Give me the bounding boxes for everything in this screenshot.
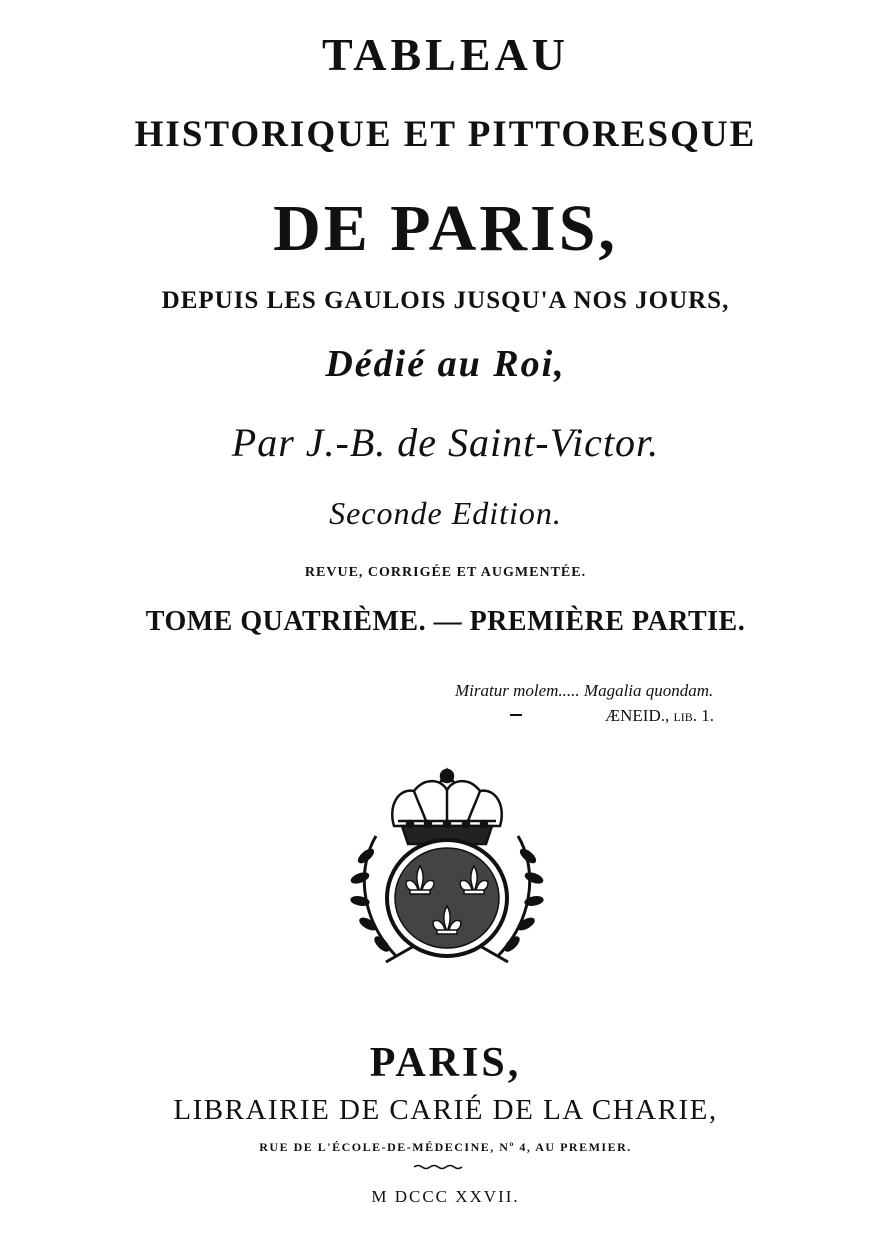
- imprint-publisher: LIBRAIRIE DE CARIÉ DE LA CHARIE,: [173, 1094, 718, 1126]
- revision-line: REVUE, CORRIGÉE ET AUGMENTÉE.: [304, 565, 587, 580]
- imprint-address: RUE DE L'ÉCOLE-DE-MÉDECINE, Nº 4, AU PREMIER.: [259, 1140, 632, 1154]
- imprint-year: M DCCC XXVII.: [371, 1187, 520, 1206]
- title-subtitle: HISTORIQUE ET PITTORESQUE: [134, 114, 757, 155]
- epigraph-source: ÆNEID., lib. 1.: [605, 706, 715, 725]
- royal-coat-of-arms-icon: [336, 766, 558, 976]
- title-city: DE PARIS,: [273, 192, 618, 265]
- imprint-city: PARIS,: [369, 1040, 522, 1086]
- crown-icon: [392, 770, 502, 844]
- divider-ornament: [412, 1164, 466, 1170]
- epigraph-quote: Miratur molem..... Magalia quondam.: [455, 681, 714, 700]
- shield-icon: [387, 840, 507, 956]
- author-line: Par J.-B. de Saint-Victor.: [231, 420, 660, 465]
- edition-line: Seconde Edition.: [329, 495, 562, 531]
- epigraph-dash: [510, 714, 522, 716]
- period-line: DEPUIS LES GAULOIS JUSQU'A NOS JOURS,: [161, 287, 730, 314]
- dedication-line: Dédié au Roi,: [325, 343, 566, 385]
- volume-line: TOME QUATRIÈME. — PREMIÈRE PARTIE.: [145, 606, 746, 637]
- title-main: TABLEAU: [322, 29, 569, 80]
